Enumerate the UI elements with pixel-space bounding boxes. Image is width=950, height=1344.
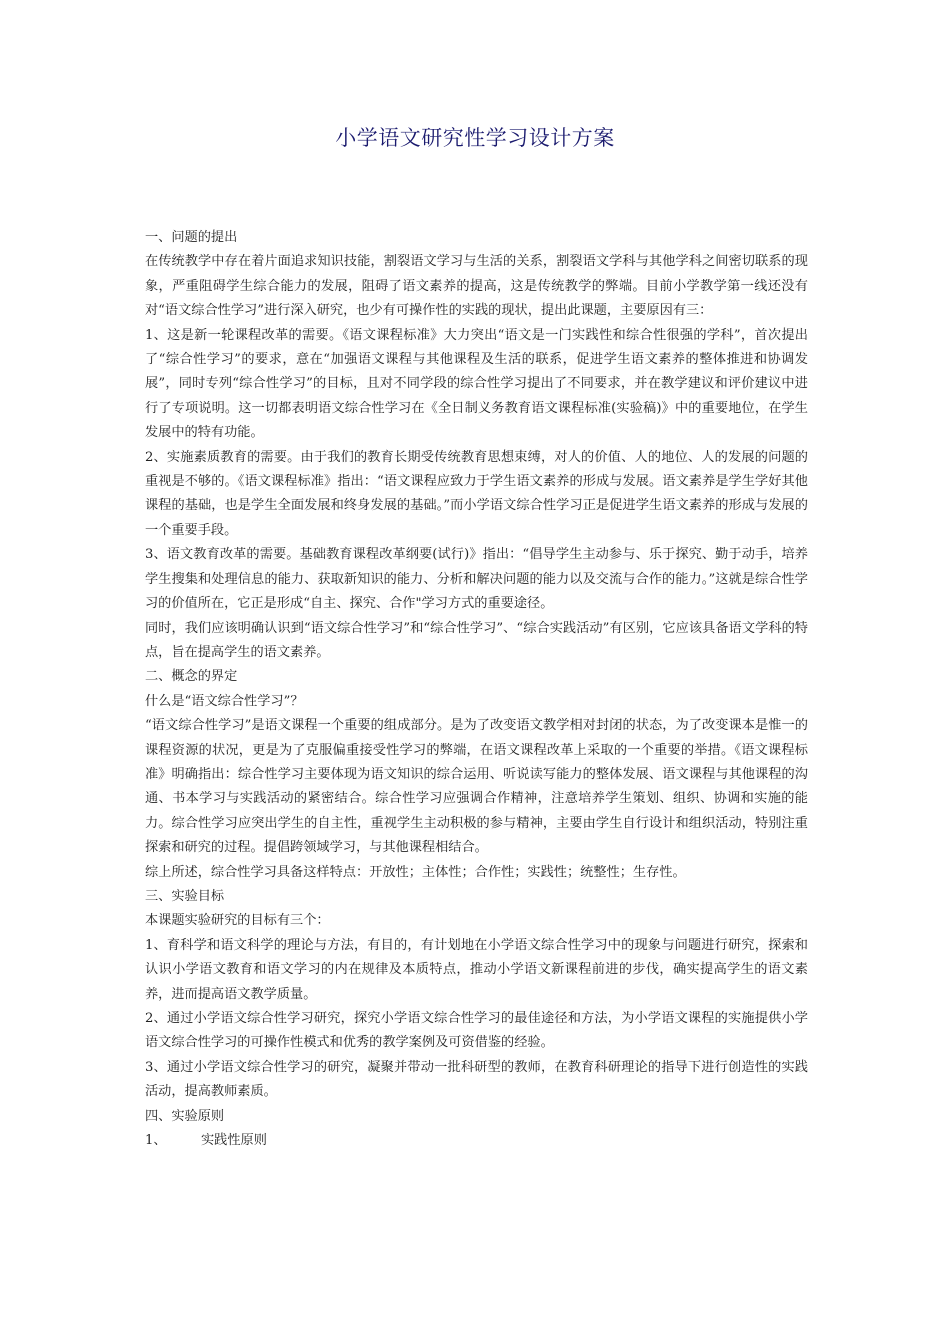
- body-paragraph: 3、通过小学语文综合性学习的研究，凝聚并带动一批科研型的教师，在教育科研理论的指导下进行创造性的实践活动，提高教师素质。: [145, 1059, 808, 1100]
- body-paragraph: 2、实施素质教育的需要。由于我们的教育长期受传统教育思想束缚，对人的价值、人的地位、人的发展的问题的重视是不够的。《语文课程标准》指出：“语文课程应致力于学生语文素养的形成与发展。语文素养是学生学好其他课程的基础，也是学生全面发展和终身发展的基础。”而小学语文综合性学习正是促进学生语文素养的形成与发展的一个重要手段。: [145, 449, 808, 538]
- item-number: 1、: [145, 1133, 167, 1149]
- body-paragraph: 1、育科学和语文科学的理论与方法，有目的，有计划地在小学语文综合性学习中的现象与问题进行研究，探索和认识小学语文教育和语文学习的内在规律及本质特点，推动小学语文新课程前进的步伐，确实提高学生的语文素养，进而提高语文教学质量。: [145, 937, 808, 1002]
- body-paragraph: 本课题实验研究的目标有三个：: [145, 913, 330, 929]
- body-paragraph: 什么是“语文综合性学习”？: [145, 693, 304, 709]
- section-heading: 四、实验原则: [145, 1108, 225, 1124]
- section-heading: 二、概念的界定: [145, 669, 238, 685]
- section-heading: 一、问题的提出: [145, 230, 238, 245]
- body-paragraph: 综上所述，综合性学习具备这样特点：开放性；主体性；合作性；实践性；统整性；生存性。: [145, 864, 686, 880]
- numbered-item: [145, 1129, 808, 1153]
- body-paragraph: 2、通过小学语文综合性学习研究，探究小学语文综合性学习的最佳途径和方法，为小学语文课程的实施提供小学语文综合性学习的可操作性模式和优秀的教学案例及可资借鉴的经验。: [145, 1011, 808, 1051]
- document-body: [145, 226, 808, 1153]
- body-paragraph: “语文综合性学习”是语文课程一个重要的组成部分。是为了改变语文教学相对封闭的状态，为了改变课本是惟一的课程资源的状况，更是为了克服偏重接受性学习的弊端，在语文课程改革上采取的一个重要的举措。《语文课程标准》明确指出：综合性学习主要体现为语文知识的综合运用、听说读写能力的整体发展、语文课程与其他课程的沟通、书本学习与实践活动的紧密结合。综合性学习应强调合作精神，注意培养学生策划、组织、协调和实施的能力。综合性学习应突出学生的自主性，重视学生主动积极的参与精神，主要由学生自行设计和组织活动，特别注重探索和研究的过程。提倡跨领域学习，与其他课程相结合。: [145, 718, 808, 856]
- body-paragraph: 3、语文教育改革的需要。基础教育课程改革纲要(试行)》指出：“倡导学生主动参与、乐于探究、勤于动手，培养学生搜集和处理信息的能力、获取新知识的能力、分析和解决问题的能力以及交流与合作的能力。”这就是综合性学习的价值所在，它正是形成“自主、探究、合作"学习方式的重要途径。: [145, 547, 808, 612]
- document-title: 小学语文研究性学习设计方案: [335, 126, 615, 150]
- section-heading: 三、实验目标: [145, 888, 225, 904]
- body-paragraph: 1、这是新一轮课程改革的需要。《语文课程标准》大力突出“语文是一门实践性和综合性很强的学科”，首次提出了“综合性学习”的要求，意在“加强语文课程与其他课程及生活的联系，促进学生语文素养的整体推进和协调发展”，同时专列“综合性学习”的目标，且对不同学段的综合性学习提出了不同要求，并在教学建议和评价建议中进行了专项说明。这一切都表明语文综合性学习在《全日制义务教育语文课程标准(实验稿)》中的重要地位，在学生发展中的特有功能。: [145, 327, 808, 441]
- body-paragraph: 同时，我们应该明确认识到“语文综合性学习”和“综合性学习”、“综合实践活动”有区别，它应该具备语文学科的特点，旨在提高学生的语文素养。: [145, 620, 808, 660]
- item-text: 实践性原则: [201, 1133, 267, 1149]
- body-paragraph: 在传统教学中存在着片面追求知识技能，割裂语文学习与生活的关系，割裂语文学科与其他学科之间密切联系的现象，严重阻碍学生综合能力的发展，阻碍了语文素养的提高，这是传统教学的弊端。目前小学教学第一线还没有对“语文综合性学习”进行深入研究，也少有可操作性的实践的现状，提出此课题，主要原因有三：: [145, 254, 808, 319]
